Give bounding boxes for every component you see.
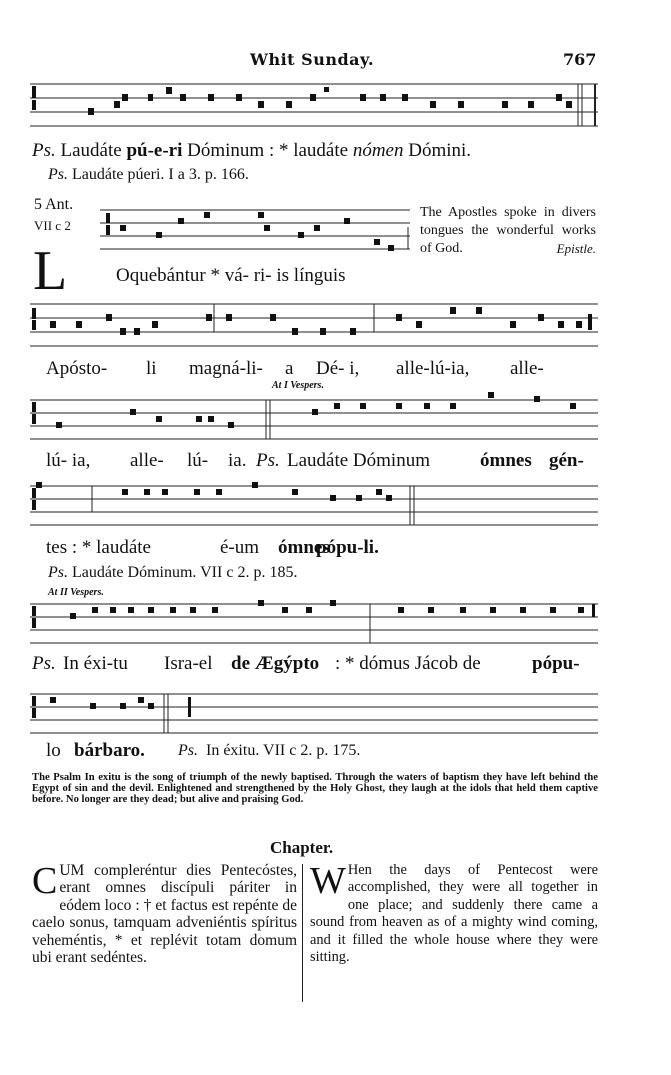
lyric-word: Laudáte	[60, 140, 122, 161]
chapter-latin-text	[32, 862, 297, 966]
reference-text: Laudáte Dóminum. VII c 2. p. 185.	[72, 564, 298, 581]
psalm-lyric-line-5: In éxi-tu	[63, 653, 128, 674]
antiphon-lyric-line-4: tes : * laudáte	[46, 537, 151, 558]
lyric-word: de Ægýpto	[231, 653, 320, 674]
psalm-reference-3: In éxitu. VII c 2. p. 175.	[206, 742, 361, 759]
lyric-word: li	[146, 358, 157, 379]
lyric-word: magná-li-	[189, 358, 263, 379]
epistle-reference: Epistle.	[556, 241, 596, 256]
english-drop-cap: W	[310, 860, 346, 902]
chant-staff-5	[30, 478, 600, 534]
rubric-first-vespers: At I Vespers.	[272, 380, 324, 391]
lyric-word: Dóminum	[187, 140, 265, 161]
antiphon-translation	[420, 204, 596, 258]
lyric-word: ómnes	[278, 537, 330, 558]
lyric-word: ia.	[228, 450, 247, 471]
chapter-heading: Chapter.	[270, 838, 334, 857]
chant-staff-7	[30, 686, 600, 742]
column-divider	[302, 864, 303, 1002]
latin-drop-cap: C	[32, 860, 58, 902]
lyric-word: alle-lú-ia,	[396, 358, 470, 379]
lyric-word: pú-e-ri	[126, 140, 183, 161]
latin-body: UM compleréntur dies Pentecóstes, erant omnes discípuli páriter in eódem loco : † et factus est repénte de caelo sonus, tamquam adveniéntis spíritus veheméntis, * et replévit totam domum ubi erant sedéntes.	[32, 862, 297, 967]
lyric-word: bárbaro.	[74, 740, 145, 761]
lyric-word: Isra-el	[164, 653, 213, 674]
psalm-prefix: Ps.	[256, 450, 280, 471]
lyric-word: lú-	[187, 450, 209, 471]
chant-staff-3	[30, 296, 600, 360]
antiphon-initial-letter: L	[33, 240, 68, 302]
chant-staff-6	[30, 596, 600, 652]
psalm-prefix: Ps.	[178, 742, 198, 759]
chapter-english-text	[310, 862, 598, 966]
psalm-prefix: Ps.	[48, 166, 68, 183]
lyric-word: é-um	[220, 537, 260, 558]
lyric-word: Laudáte Dóminum	[287, 450, 430, 471]
lyric-word: ómnes	[480, 450, 532, 471]
lyric-word: alle-	[510, 358, 544, 379]
translation-text: The Apostles spoke in divers tongues the wonderful works of God.	[420, 205, 596, 256]
lyric-word: Apósto-	[46, 358, 108, 379]
antiphon-lyric-line-1: Oquebántur * vá- ri- is línguis	[116, 265, 346, 286]
chant-staff-1	[30, 76, 600, 138]
chant-staff-4	[30, 392, 600, 448]
english-body: Hen the days of Pentecost were accomplished, they were all together in one place; and suddenly there came a sound from heaven as of a mighty wind coming, and it filled the whole house where they were sitting.	[310, 862, 598, 966]
running-title: Whit Sunday.	[250, 50, 375, 69]
psalm-intonation-1	[32, 140, 471, 162]
psalm-prefix: Ps.	[32, 653, 56, 674]
psalm-reference-1	[48, 166, 249, 184]
antiphon-number: 5 Ant.	[34, 196, 74, 213]
psalm-reference-2	[48, 564, 297, 582]
lyric-word: nómen	[352, 140, 404, 161]
rubric-second-vespers: At II Vespers.	[48, 587, 104, 598]
lyric-word: pópu-	[532, 653, 580, 674]
explanatory-note: The Psalm In exitu is the song of triumph of the newly baptised. Through the waters of baptism they have left behind the Egypt of sin and the devil. Enlightened and strengthened by the Holy Ghost, they laugh at the idols that held them captive before. No longer are they dead; but alive and praising God.	[32, 772, 598, 805]
chant-staff-2	[100, 203, 412, 263]
lyric-word: pópu-li.	[316, 537, 379, 558]
lyric-word: a	[285, 358, 294, 379]
psalm-lyric-line-6: lo	[46, 740, 61, 761]
psalm-prefix: Ps.	[48, 564, 68, 581]
psalm-prefix: Ps.	[32, 140, 56, 161]
lyric-word: Dé- i,	[316, 358, 360, 379]
antiphon-mode: VII c 2	[34, 218, 71, 233]
antiphon-lyric-line-2	[46, 358, 107, 380]
lyric-word: Dómini.	[408, 140, 472, 161]
reference-text: Laudáte púeri. I a 3. p. 166.	[72, 166, 249, 183]
lyric-word: : * dómus Jácob de	[335, 653, 481, 674]
lyric-word: gén-	[549, 450, 584, 471]
lyric-word: : * laudáte	[268, 140, 349, 161]
antiphon-lyric-line-3: lú- ia,	[46, 450, 91, 471]
page-number: 767	[563, 50, 597, 69]
lyric-word: alle-	[130, 450, 164, 471]
